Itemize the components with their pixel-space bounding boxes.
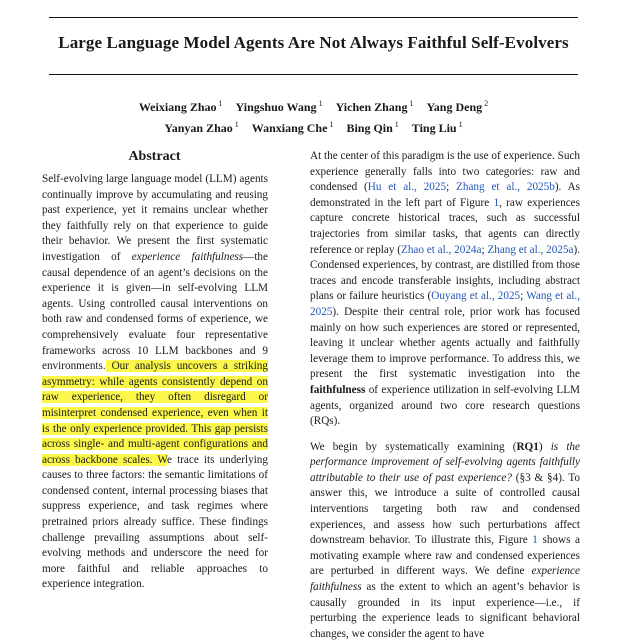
citation-link[interactable]: Ouyang et al., 2025 [431, 290, 521, 303]
citation-link[interactable]: Zhang et al., 2025a [487, 243, 574, 256]
citation-link[interactable]: Zhang et al., 2025b [456, 181, 555, 194]
author: Wanxiang Che $^1$ [251, 120, 334, 135]
author-line-2 [49, 116, 578, 137]
author: Weixiang Zhao $^1$ [138, 99, 223, 114]
abstract-paragraph: Self-evolving large language model (LLM) agents continually improve by accumulating and reusing past experience, yet it remains unclear whether they faithfully rely on that experience to guide their behavior. We present the first systematic investigation of experience faithfulness—the causal dependence of an agent’s decisions on the experience it is given—in self-evolving LLM agents. Using controlled causal interventions on both raw and condensed forms of experience, we comprehensively evaluate four representative frameworks across 10 LLM backbones and 9 environments. Our analysis uncovers a striking asymmetry: while agents consistently depend on raw experience, they often disregard or misinterpret condensed experience, even when it is the only experience provided. This gap persists across single- and multi-agent configurations and across backbone scales. We trace its underlying causes to three factors: the semantic limitations of condensed content, internal processing biases that suppress experience, and task regimes where pretrained priors already suffice. These findings challenge prevailing assumptions about self-evolving methods and underscore the need for more faithful and reliable approaches to experience integration. [42, 173, 268, 591]
citation-link[interactable]: Zhao et al., 2024a [401, 243, 482, 256]
author: Yingshuo Wang $^1$ [235, 99, 323, 114]
body-column [310, 149, 580, 642]
title-rule-top [49, 17, 578, 18]
body-paragraph-1: At the center of this paradigm is the use of experience. Such experience generally falls into two categories: raw and condensed (Hu et al., 2025; Zhang et al., 2025b). As demonstrated in the left part of Figure 1, raw experiences capture concrete historical traces, such as successful trajectories from similar tasks, that agents can directly reference or replay (Zhao et al., 2024a; Zhang et al., 2025a). Condensed experiences, by contrast, are distilled from those traces and encode transferable insights, including abstract plans or failure heuristics (Ouyang et al., 2025; Wang et al., 2025). Despite their central role, prior work has focused mainly on how such experiences are stored or represented, leaving it unclear whether agents actually and faithfully leverage them to improve performance. To address this, we present the first systematic investigation into the faithfulness of experience utilization in self-evolving LLM agents, organized around two core research questions (RQs). [310, 150, 580, 428]
author: Yichen Zhang $^1$ [335, 99, 414, 114]
body-paragraph-2: We begin by systematically examining (RQ1) is the performance improvement of self-evolving agents faithfully attributable to their use of past experience? (§3 & §4). To answer this, we introduce a suite of controlled causal interventions targeting both raw and condensed experiences, and assess how such perturbations affect downstream behavior. To illustrate this, Figure 1 shows a motivating example where raw and condensed experiences are perturbed in different ways. We define experience faithfulness as the extent to which an agent’s behavior is causally grounded in its input experience—i.e., if perturbing the experience leads to significant behavioral changes, we consider the agent to have [310, 440, 580, 640]
author: Yanyan Zhao $^1$ [164, 120, 239, 135]
author-block [49, 95, 578, 137]
highlight-gap: This gap persists across single- and multi-agent configurations and across backbone scales. W [42, 422, 268, 466]
author: Ting Liu $^1$ [411, 120, 463, 135]
abstract-column [42, 172, 268, 593]
citation-link[interactable]: Wang et al., 2025 [310, 290, 580, 318]
author: Yang Deng $^2$ [426, 99, 489, 114]
paper-title: Large Language Model Agents Are Not Always Faithful Self-Evolvers [58, 33, 569, 52]
abstract-heading: Abstract [128, 149, 181, 164]
title-rule-bottom [49, 74, 578, 75]
figure-ref-link[interactable]: 1 [532, 534, 538, 547]
highlight-finding: Our analysis uncovers a striking asymmetry: while agents consistently depend on raw experience, they often disregard or misinterpret condensed experience, even when it is the only experience provided. [42, 360, 268, 435]
author-line-1 [49, 95, 578, 116]
citation-link[interactable]: Hu et al., 2025 [367, 181, 447, 194]
figure-ref-link[interactable]: 1 [493, 196, 500, 209]
author: Bing Qin $^1$ [346, 120, 399, 135]
